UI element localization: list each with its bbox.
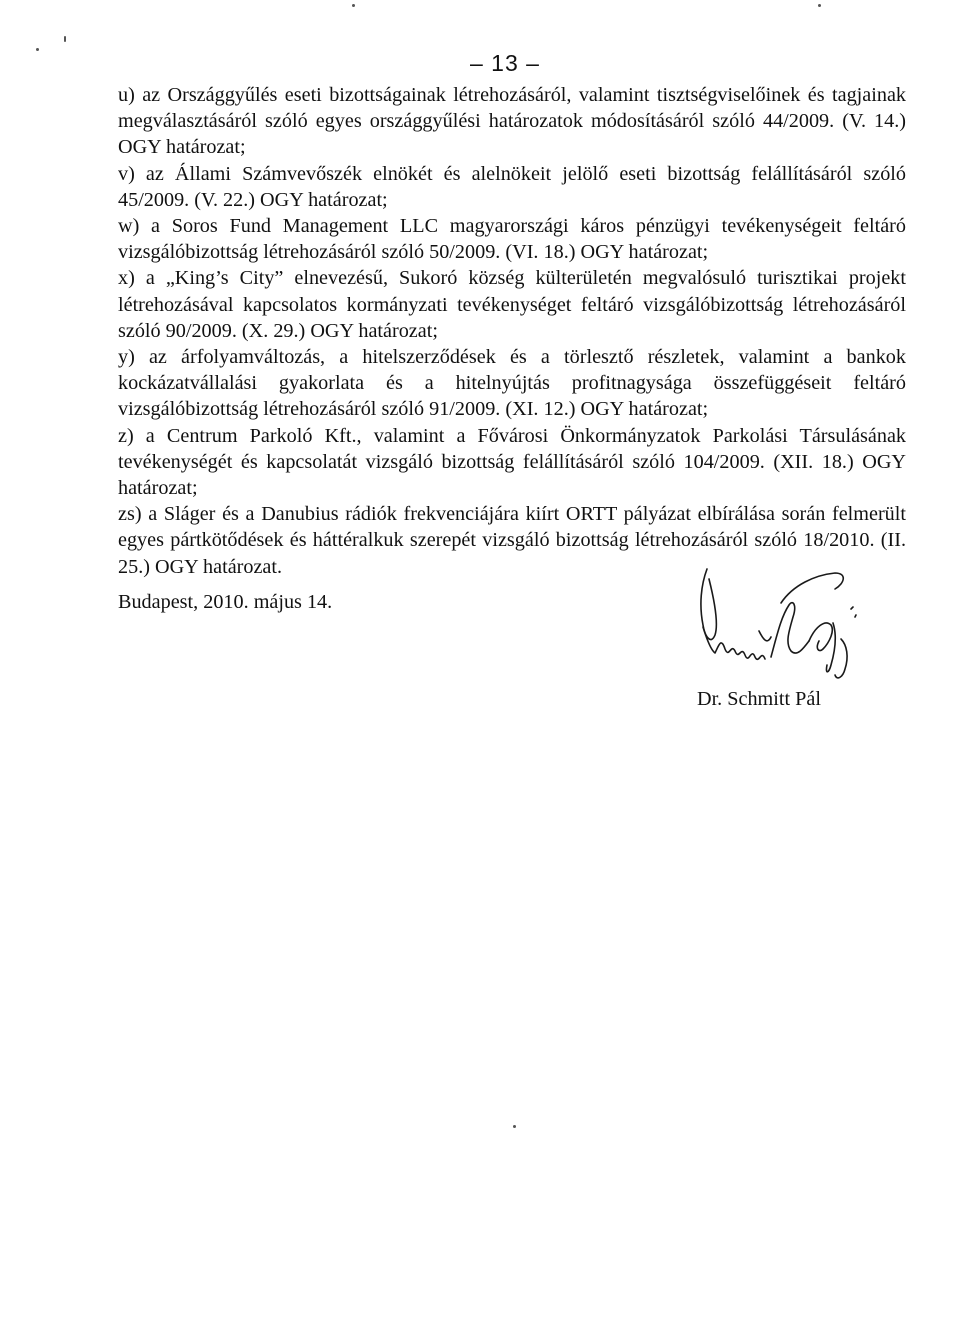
scan-speck [352,4,355,7]
paragraph-v: v) az Állami Számvevőszék elnökét és alelnökeit jelölő eseti bizottság felállításáról szóló 45/2009. (V. 22.) OGY határozat; [118,162,906,211]
scan-speck [513,1125,516,1128]
paragraph-w: w) a Soros Fund Management LLC magyarországi káros pénzügyi tevékenységeit feltáró vizsgálóbizottság létrehozásáról szóló 50/2009. (VI. 18.) OGY határozat; [118,215,906,264]
page-number: – 13 – [470,50,540,76]
paragraph-zs: zs) a Sláger és a Danubius rádiók frekvenciájára kiírt ORTT pályázat elbírálása során felmerült egyes pártkötődések és háttéralkuk szerepét vizsgáló bizottság létrehozásáról szóló 18/2010. (II. 25.) OGY határozat. [118,503,906,578]
scan-speck [64,36,66,42]
body-text [118,82,906,580]
handwritten-signature [685,565,885,695]
scan-speck [36,48,39,51]
paragraph-x: x) a „King’s City” elnevezésű, Sukoró község külterületén megvalósuló turisztikai projekt létrehozásával kapcsolatos kormányzati tevékenységet feltáró vizsgálóbizottság létrehozásáról szóló 90/2009. (X. 29.) OGY határozat; [118,267,906,342]
signer-name: Dr. Schmitt Pál [697,688,821,710]
paragraph-z: z) a Centrum Parkoló Kft., valamint a Fővárosi Önkormányzatok Parkolási Társulásának tevékenységét és kapcsolatát vizsgáló bizottság felállításáról szóló 104/2009. (XII. 18.) OGY határozat; [118,424,906,500]
place-date: Budapest, 2010. május 14. [118,591,333,613]
paragraph-y: y) az árfolyamváltozás, a hitelszerződések és a törlesztő részletek, valamint a bankok kockázatvállalási gyakorlata és a hitelnyújtás profitnagysága összefüggéseit feltáró vizsgálóbizottság létrehozásáról szóló 91/2009. (XI. 12.) OGY határozat; [118,346,906,421]
scan-speck [818,4,821,7]
paragraph-u: u) az Országgyűlés eseti bizottságainak létrehozásáról, valamint tisztségviselőinek és tagjainak megválasztásáról szóló egyes országgyűlési határozatok módosításáról szóló 44/2009. (V. 14.) OGY határozat; [118,84,906,159]
